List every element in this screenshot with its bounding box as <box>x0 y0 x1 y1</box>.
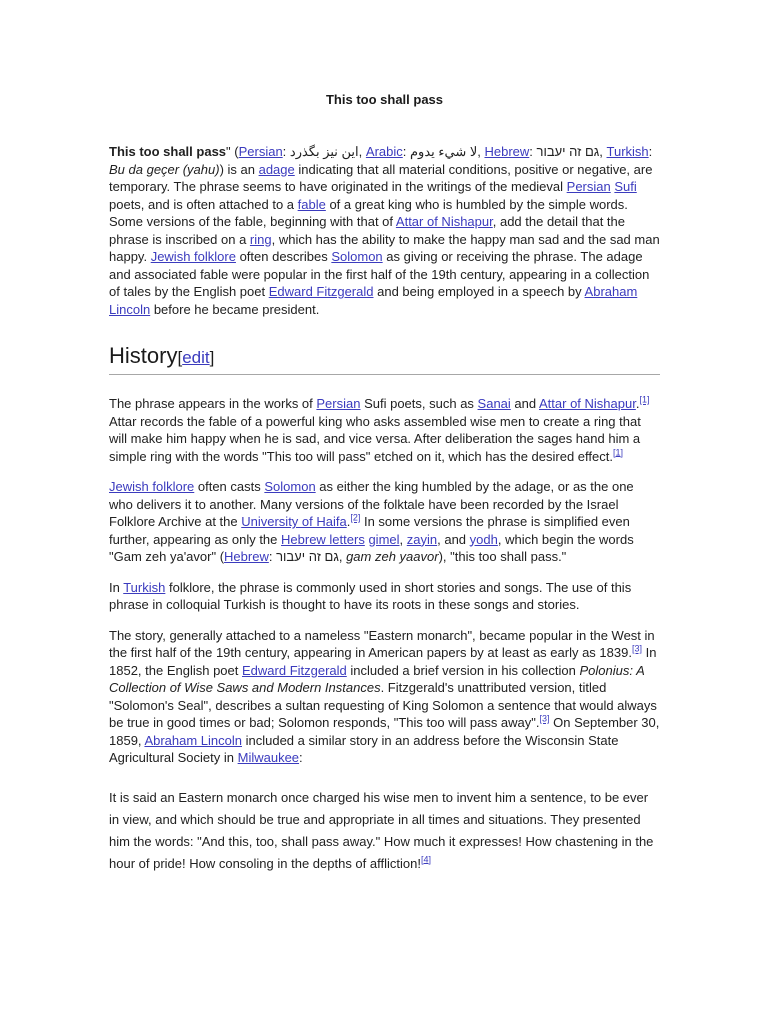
text-run: included a similar story in an address before the Wisconsin State Agricultural Society in <box>109 732 619 765</box>
text-run: often describes <box>235 249 332 264</box>
text-run: . <box>635 396 640 411</box>
wiki-link[interactable]: Arabic <box>365 144 403 159</box>
wiki-link[interactable]: Persian <box>238 144 283 159</box>
italic-text: Bu da geçer (yahu) <box>109 161 220 177</box>
page-title: This too shall pass <box>325 92 444 107</box>
wiki-link[interactable]: Attar of Nishapur <box>539 396 636 411</box>
wiki-link[interactable]: fable <box>297 196 326 212</box>
section-heading-text: History <box>109 343 178 368</box>
text-run: It is said an Eastern monarch once charged his wise men to invent him a sentence, to be ever in view, and which should be true and appropriate in all times and situations. They presented him the words: "And this, too, shall pass away." How much it expresses! How chastening in the hour of pride! How consoling in the depths of affliction! <box>109 789 654 871</box>
footnote-ref-link[interactable]: [3] <box>631 643 642 654</box>
text-run: In 1852, the English poet <box>109 645 657 678</box>
wiki-link[interactable]: Milwaukee <box>237 750 300 765</box>
edit-bracket-close: ] <box>209 348 215 367</box>
text-run: , add the detail that the phrase is inscribed on a <box>109 214 626 247</box>
text-run: : גם זה יעבור, <box>268 549 347 564</box>
text-run: Sufi poets, such as <box>360 396 478 411</box>
text-run: The story, generally attached to a nameless "Eastern monarch", became popular in the West in the first half of the 19th century, appearing in American papers by at least as early as 1839. <box>109 627 655 660</box>
text-run: , <box>399 531 407 547</box>
text-run: of a great king who is humbled by the simple words. Some versions of the fable, beginning with that of <box>109 196 628 229</box>
wiki-link[interactable]: Turkish <box>123 579 166 595</box>
text-run: : גם זה יעבור, <box>529 144 607 159</box>
text-run: : <box>648 144 653 159</box>
wiki-link[interactable]: ring <box>249 231 272 247</box>
text-run: . Fitzgerald's unattributed version, titled "Solomon's Seal", describes a sultan requesting of King Solomon a sentence that would always be true in good times or bad; Solomon responds, "This too will pass away". <box>109 680 657 730</box>
wiki-link[interactable]: Abraham Lincoln <box>109 284 638 317</box>
history-paragraph-1 <box>109 395 660 465</box>
footnote-ref-link[interactable]: [3] <box>539 713 550 724</box>
wiki-link[interactable]: Abraham Lincoln <box>144 732 242 748</box>
wiki-link[interactable]: Persian <box>316 396 361 411</box>
text-run: poets, and is often attached to a <box>109 196 298 212</box>
text-run: " ( <box>226 144 239 159</box>
text-run: as giving or receiving the phrase. The adage and associated fable were popular in the first half of the 19th century, appearing in a collection of tales by the English poet <box>109 249 650 299</box>
wiki-link[interactable]: Persian <box>566 179 611 194</box>
edit-link[interactable]: edit <box>182 348 210 367</box>
footnote-ref-link[interactable]: [1] <box>639 394 650 405</box>
text-run: and being employed in a speech by <box>373 284 585 299</box>
text-run: , which begin the words "Gam zeh ya'avor" ( <box>109 531 634 564</box>
wiki-link[interactable]: Hebrew <box>224 549 269 564</box>
history-section-body <box>109 395 660 875</box>
text-run: , and <box>437 531 470 547</box>
footnote-ref-link[interactable]: [2] <box>350 512 361 523</box>
wiki-link[interactable]: Sufi <box>614 179 637 194</box>
wiki-link[interactable]: yodh <box>469 531 498 547</box>
edit-bracket-open: [ <box>177 348 183 367</box>
section-heading-history <box>109 343 660 375</box>
text-run: ) is an <box>219 161 259 177</box>
text-run: : <box>299 750 303 765</box>
footnote-ref-link[interactable]: [1] <box>612 447 623 458</box>
text-run: before he became president. <box>150 301 320 317</box>
history-paragraph-3 <box>109 579 660 614</box>
wiki-link[interactable]: Edward Fitzgerald <box>242 662 347 678</box>
wiki-link[interactable]: Solomon <box>331 249 383 264</box>
text-run: as either the king humbled by the adage, or as the one who delivers it to another. Many versions of the folktale have been recorded by the Israel Folklore Archive at the <box>109 479 634 529</box>
wiki-link[interactable]: Jewish folklore <box>109 479 195 494</box>
wiki-link[interactable]: University of Haifa <box>241 514 347 529</box>
history-paragraph-2 <box>109 478 660 566</box>
text-run: : لا شيء يدوم, <box>402 144 485 159</box>
italic-text: Polonius: A Collection of Wise Saws and Modern Instances <box>109 662 645 695</box>
text-run: Attar records the fable of a powerful king who asks assembled wise men to create a ring that will make him happy when he is sad, and vice versa. After deliberation the sages hand him a simple ring with the words "This too will pass" etched on it, which has the desired effect. <box>109 413 641 464</box>
wiki-link[interactable]: Hebrew letters <box>281 531 365 547</box>
text-run: and <box>510 396 539 411</box>
text-run: On September 30, 1859, <box>109 715 660 748</box>
wiki-link[interactable]: Solomon <box>264 479 316 494</box>
bold-text: This too shall pass <box>109 144 227 159</box>
text-run: : این نیز بگذرد, <box>282 144 366 159</box>
text-run: The phrase appears in the works of <box>109 396 317 411</box>
text-run: In <box>109 579 124 595</box>
italic-text: gam zeh yaavor <box>346 549 439 564</box>
text-run: often casts <box>194 479 265 494</box>
wiki-link[interactable]: zayin <box>406 531 438 547</box>
text-run: indicating that all material conditions, positive or negative, are temporary. The phrase seems to have originated in the writings of the medieval <box>109 161 653 194</box>
history-paragraph-4 <box>109 627 660 767</box>
text-run: ), "this too shall pass." <box>438 549 567 564</box>
wiki-link[interactable]: Jewish folklore <box>150 249 236 264</box>
wiki-link[interactable]: Turkish <box>606 144 649 159</box>
wiki-link[interactable]: Attar of Nishapur <box>395 214 493 229</box>
wiki-link[interactable]: Edward Fitzgerald <box>268 284 374 299</box>
wiki-link[interactable]: Sanai <box>477 396 511 411</box>
lincoln-blockquote <box>109 787 660 875</box>
intro-paragraph <box>109 143 660 318</box>
footnote-ref-link[interactable]: [4] <box>420 854 431 865</box>
wiki-link[interactable]: adage <box>258 161 295 177</box>
wiki-link[interactable]: Hebrew <box>484 144 530 159</box>
wiki-link[interactable]: gimel <box>368 531 400 547</box>
text-run: folklore, the phrase is commonly used in short stories and songs. The use of this phrase in colloquial Turkish is thought to have its roots in these songs and stories. <box>109 579 632 612</box>
text-run: included a brief version in his collection <box>346 662 580 678</box>
text-run: In some versions the phrase is simplified even further, appearing as only the <box>109 514 630 547</box>
text-run: . <box>346 514 351 529</box>
text-run: , which has the ability to make the happy man sad and the sad man happy. <box>109 231 660 264</box>
